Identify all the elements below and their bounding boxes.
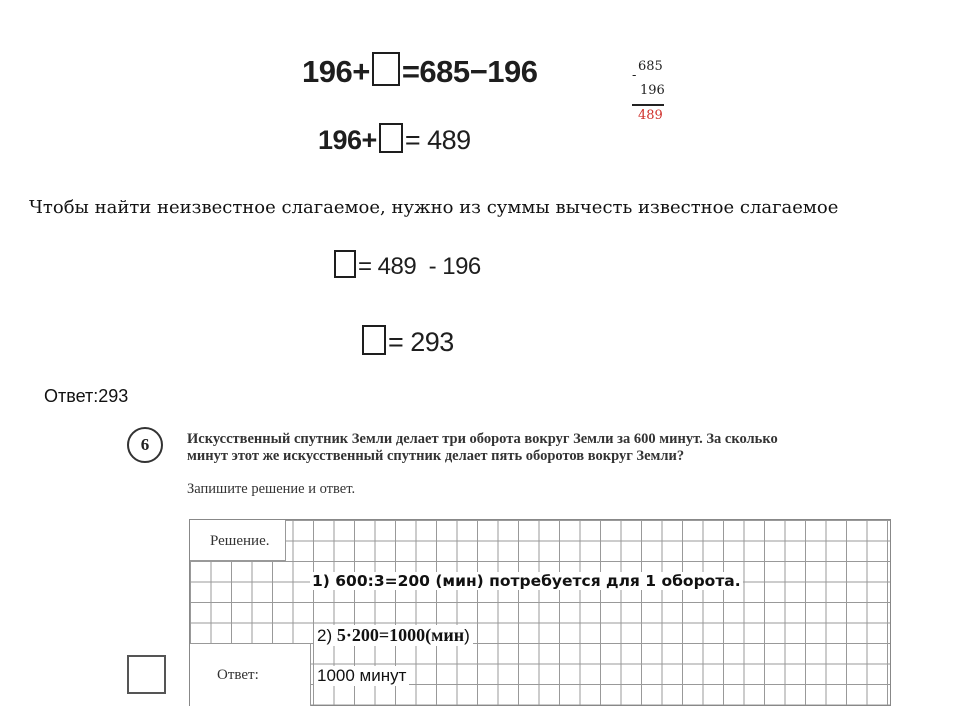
column-minuend: 685 — [638, 59, 663, 74]
answer-label: Ответ: — [217, 667, 259, 683]
task-text-line-2: минут этот же искусственный спутник делает пять оборотов вокруг Земли? — [187, 448, 685, 464]
equation-4-right: = 293 — [388, 327, 454, 357]
answer-line: Ответ:293 — [44, 386, 129, 406]
equation-line-1 — [302, 52, 537, 90]
task-number: 6 — [140, 435, 150, 454]
answer-value: 1000 минут — [314, 666, 409, 686]
equation-3-op: - 196 — [428, 253, 481, 280]
column-minus-sign: - — [632, 68, 637, 83]
answer-checkbox[interactable] — [127, 655, 166, 694]
solution-step-2-close: ) — [464, 626, 470, 645]
unknown-box — [362, 325, 386, 355]
task-text-line-1: Искусственный спутник Земли делает три оборота вокруг Земли за 600 минут. За сколько — [187, 431, 778, 447]
unknown-box — [372, 52, 400, 86]
column-result: 489 — [638, 108, 663, 123]
task-number-circle — [127, 427, 163, 463]
solution-step-2 — [314, 625, 473, 646]
solution-step-1: 1) 600:3=200 (мин) потребуется для 1 оборота. — [312, 572, 741, 590]
unknown-box — [379, 123, 403, 153]
solution-step-2-number: 2) — [317, 626, 337, 645]
solution-label: Решение. — [210, 533, 270, 549]
equation-2-right: = 489 — [404, 125, 471, 155]
equation-line-2 — [318, 123, 471, 156]
equation-3-right: = 489 — [358, 253, 417, 280]
solution-step-2-expression: 5·200=1000(мин — [336, 625, 465, 645]
equation-line-3 — [334, 250, 481, 281]
equation-1-left: 196+ — [302, 54, 370, 89]
equation-1-right: =685−196 — [401, 54, 538, 89]
task-instruction: Запишите решение и ответ. — [187, 481, 356, 497]
column-subtrahend: 196 — [640, 83, 665, 98]
rule-text: Чтобы найти неизвестное слагаемое, нужно из суммы вычесть известное слагаемое — [29, 197, 839, 218]
column-divider-line — [632, 104, 664, 106]
unknown-box — [334, 250, 356, 278]
equation-2-left: 196+ — [318, 125, 377, 155]
equation-line-4 — [362, 325, 454, 358]
